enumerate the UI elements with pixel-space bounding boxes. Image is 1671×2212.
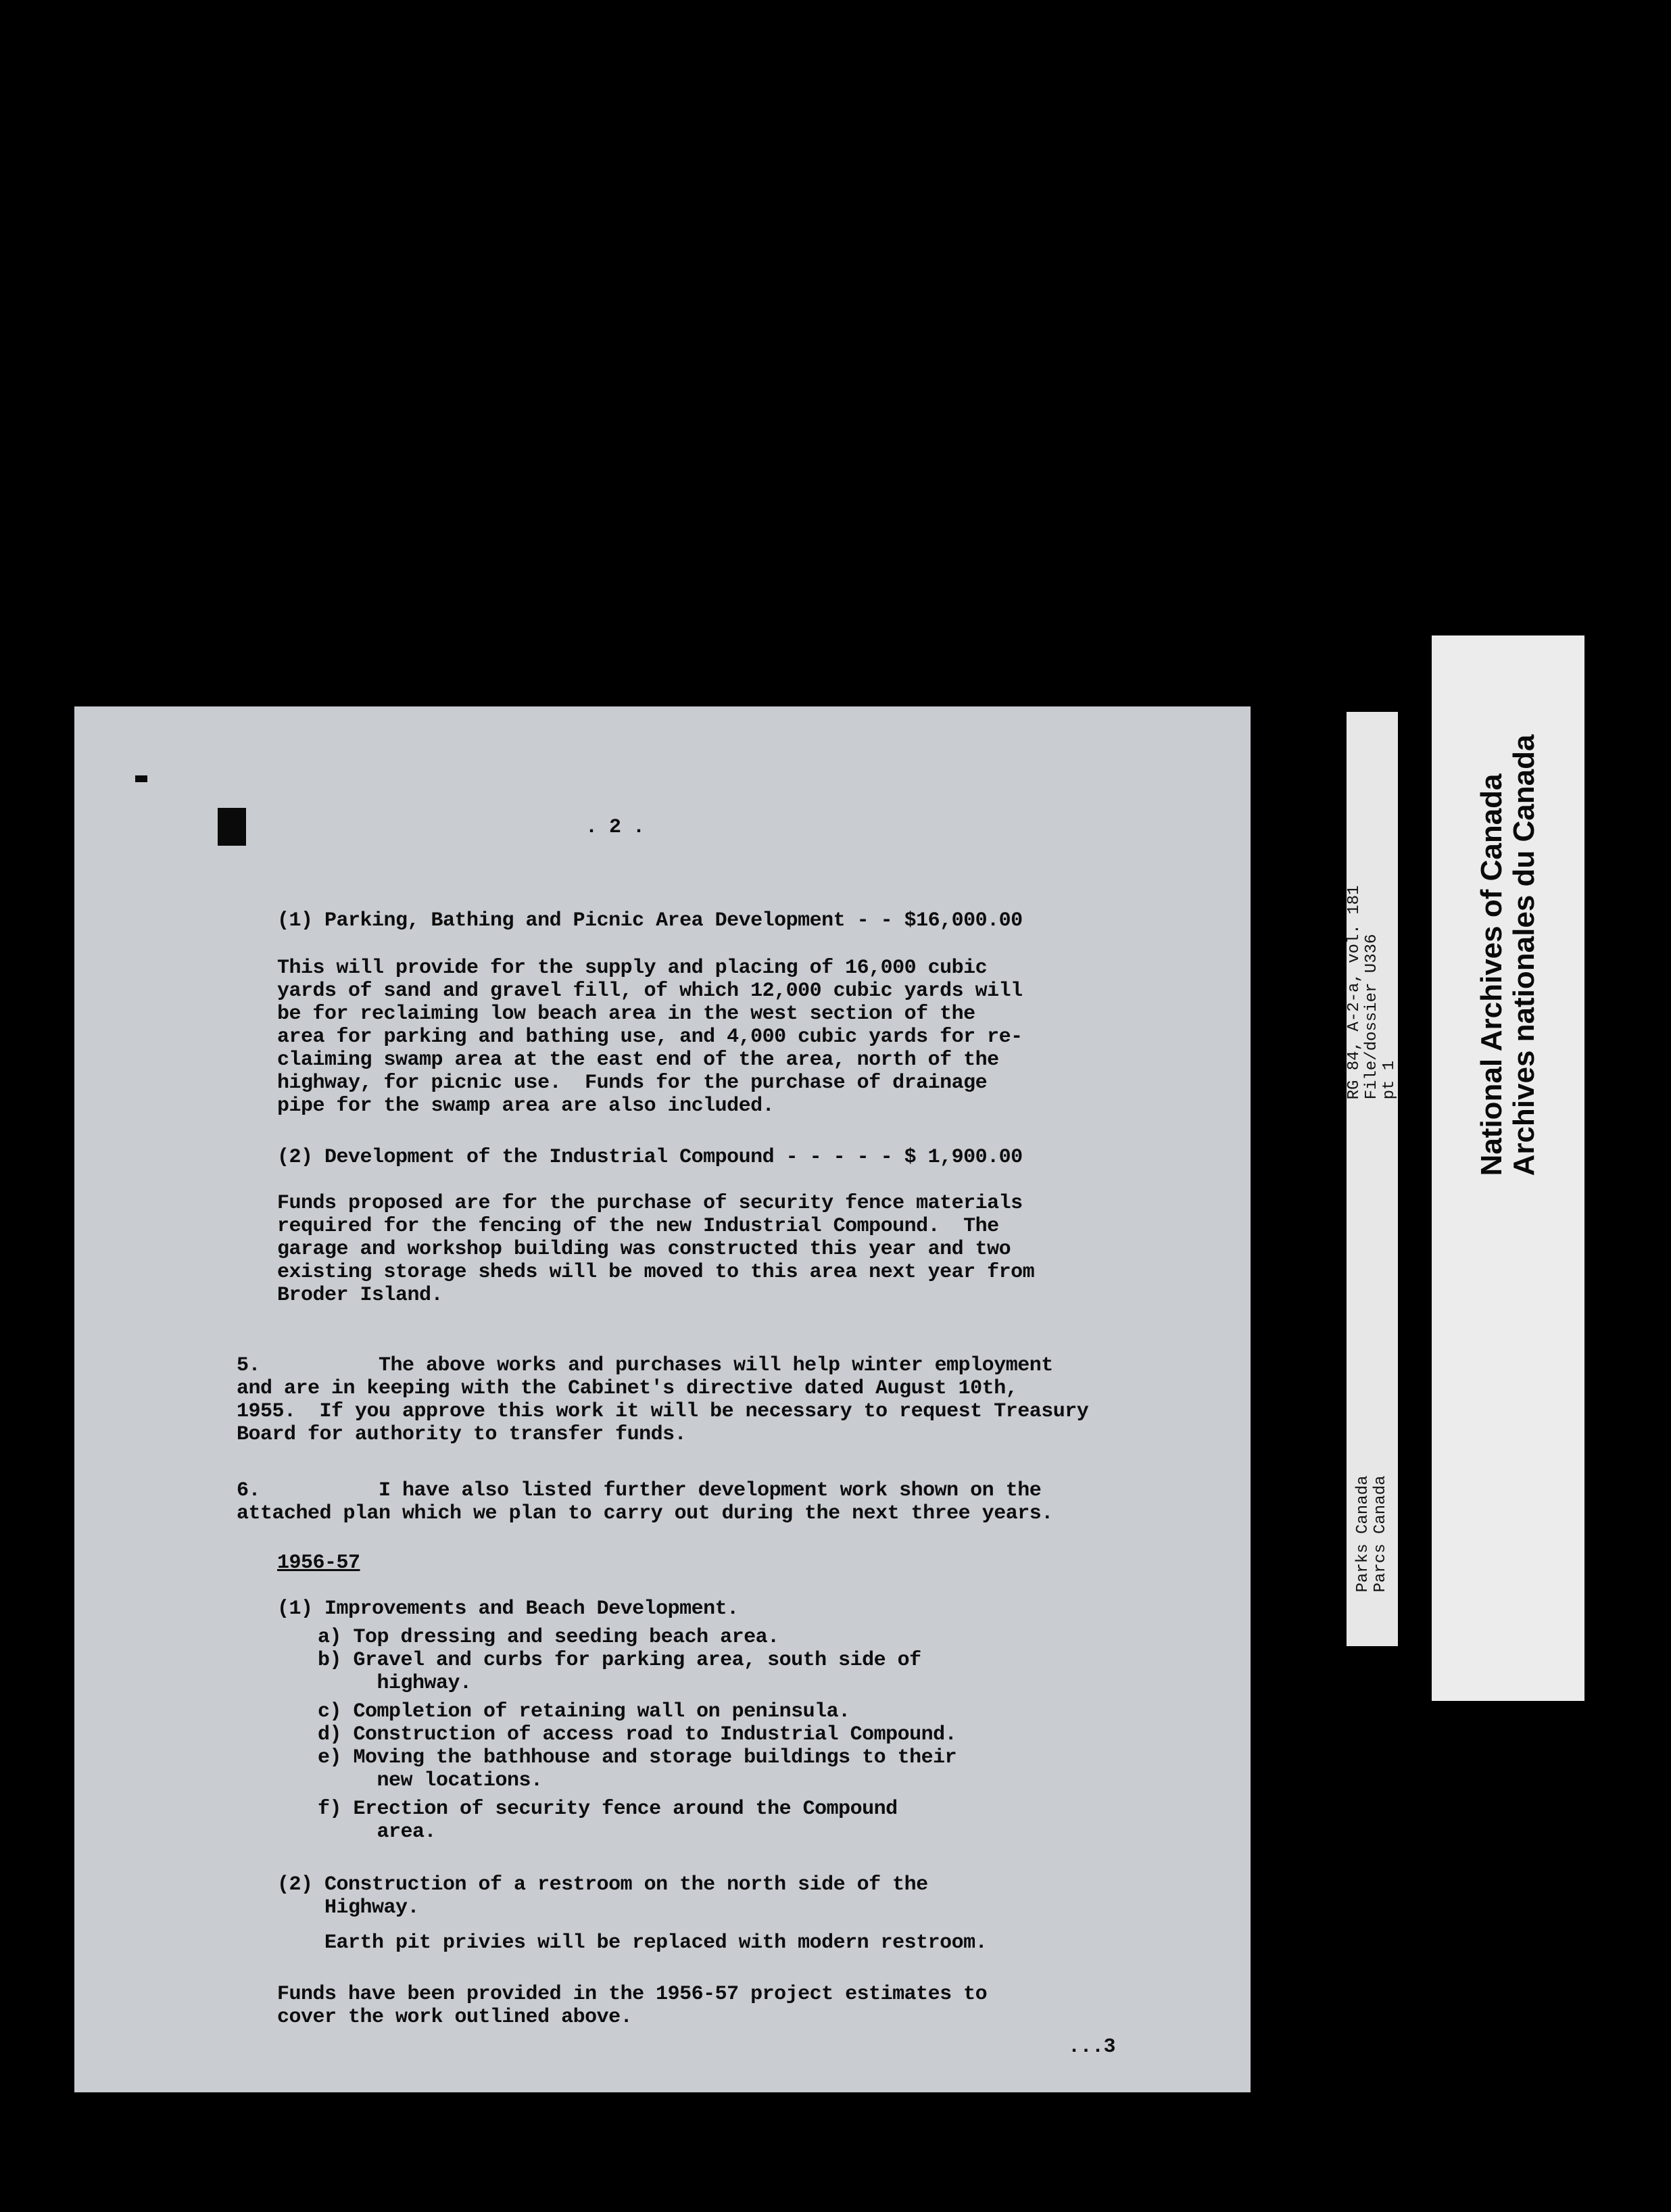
sub1-item: a) Top dressing and seeding beach area. [318,1626,779,1649]
archive-label-card [1432,635,1584,1701]
sub1-item: f) Erection of security fence around the Compound [318,1798,898,1821]
closing-line: cover the work outlined above. [277,2006,633,2029]
year-heading: 1956-57 [277,1552,360,1574]
sub1-heading: (1) Improvements and Beach Development. [277,1597,739,1620]
continuation-marker: ...3 [1068,2036,1116,2059]
page-number: . 2 . [585,816,645,839]
item1-line: yards of sand and gravel fill, of which 12,000 cubic yards will [277,980,1023,1003]
reference-text: RG 84, A-2-a, vol. 181 File/dossier U336 pt 1 [1345,885,1399,1100]
para6-line: 6. I have also listed further development work shown on the [237,1479,1042,1502]
item2-line: Broder Island. [277,1284,443,1307]
para5-line: Board for authority to transfer funds. [237,1423,687,1446]
sub1-item: b) Gravel and curbs for parking area, south side of [318,1649,921,1672]
item2-heading: (2) Development of the Industrial Compound - - - - - $ 1,900.00 [277,1146,1023,1169]
sub2-line: (2) Construction of a restroom on the north side of the [277,1873,928,1896]
item2-line: required for the fencing of the new Industrial Compound. The [277,1215,999,1238]
ink-speck [135,775,147,782]
para6-line: attached plan which we plan to carry out during the next three years. [237,1502,1053,1525]
item1-line: This will provide for the supply and placing of 16,000 cubic [277,957,988,980]
reference-label-card [1347,712,1398,1646]
item1-line: be for reclaiming low beach area in the west section of the [277,1003,975,1026]
sub2-line: Earth pit privies will be replaced with modern restroom. [277,1931,988,1954]
sub1-item: e) Moving the bathhouse and storage buildings to their [318,1746,957,1769]
sub1-item: highway. [318,1672,472,1695]
item1-heading: (1) Parking, Bathing and Picnic Area Development - - $16,000.00 [277,909,1023,932]
item1-line: area for parking and bathing use, and 4,000 cubic yards for re- [277,1026,1023,1049]
ink-blot [218,808,246,846]
para5-line: and are in keeping with the Cabinet's directive dated August 10th, [237,1377,1018,1400]
item2-line: Funds proposed are for the purchase of security fence materials [277,1192,1023,1215]
item2-line: existing storage sheds will be moved to this area next year from [277,1261,1035,1284]
archive-text: National Archives of Canada Archives nationales du Canada [1475,734,1541,1176]
sub2-line: Highway. [277,1896,420,1919]
item2-line: garage and workshop building was constructed this year and two [277,1238,1011,1261]
item1-line: highway, for picnic use. Funds for the purchase of drainage [277,1072,988,1095]
sub1-item: d) Construction of access road to Industrial Compound. [318,1723,957,1746]
document-page [74,706,1251,2092]
closing-line: Funds have been provided in the 1956-57 project estimates to [277,1983,988,2006]
sub1-item: new locations. [318,1769,543,1792]
para5-line: 1955. If you approve this work it will be necessary to request Treasury [237,1400,1089,1423]
para5-line: 5. The above works and purchases will help winter employment [237,1354,1053,1377]
sub1-item: c) Completion of retaining wall on peninsula. [318,1700,850,1723]
item1-line: pipe for the swamp area are also included. [277,1095,775,1117]
org-text: Parks Canada Parcs Canada [1354,1475,1390,1593]
item1-line: claiming swamp area at the east end of the area, north of the [277,1049,999,1072]
sub1-item: area. [318,1821,437,1844]
